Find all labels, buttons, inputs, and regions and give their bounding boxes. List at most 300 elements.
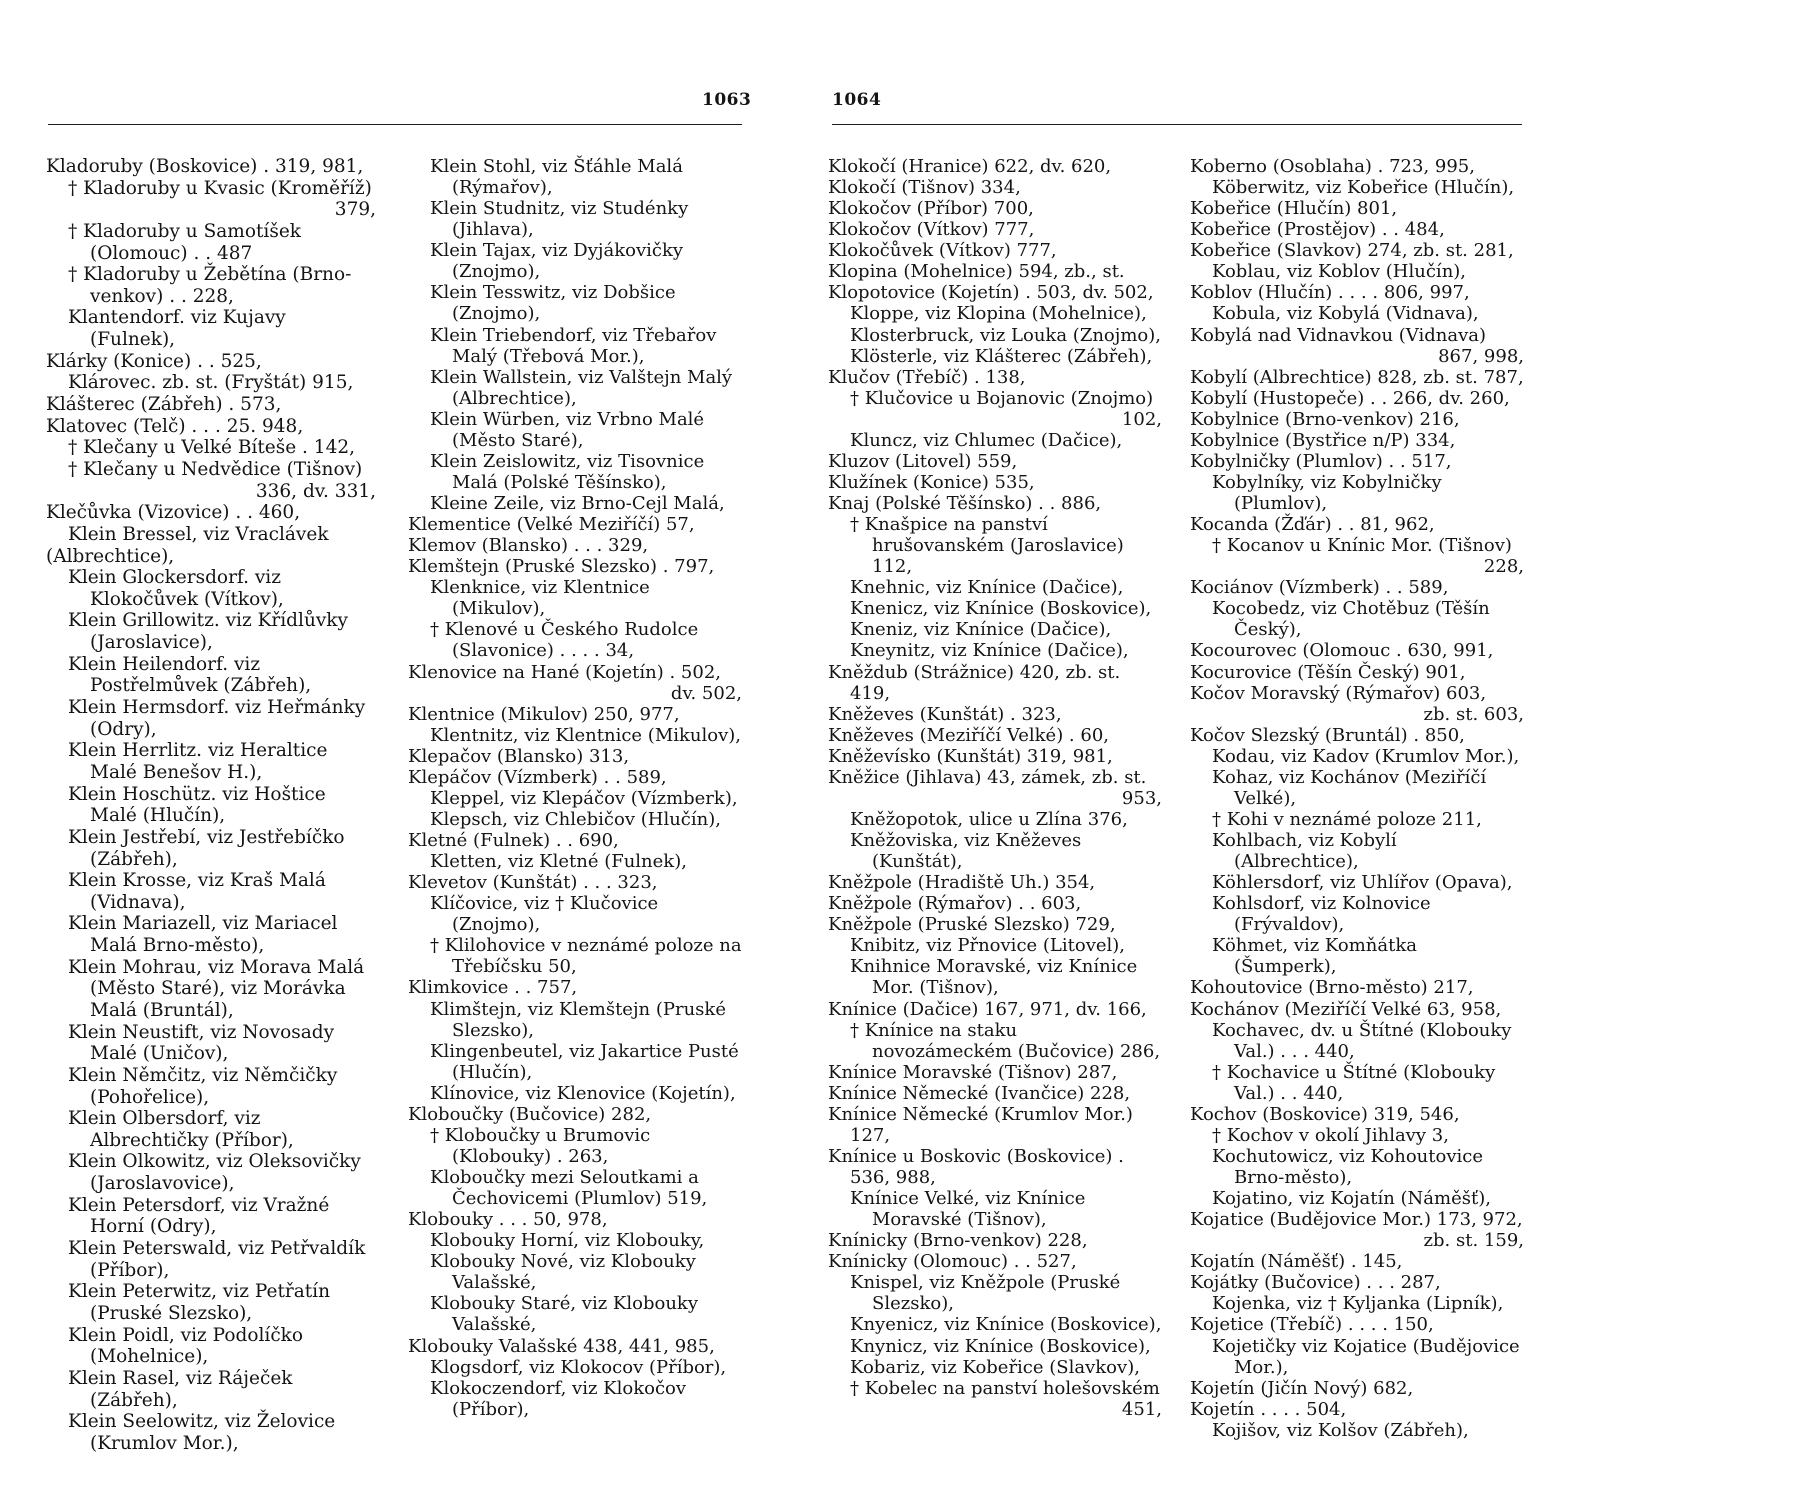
index-entry xyxy=(1190,1378,1524,1399)
index-entry xyxy=(1190,1125,1524,1146)
index-entry-text: Kocobedz, viz Chotěbuz (Těšín Český), xyxy=(1212,598,1490,641)
index-entry-text: Kocurovice (Těšín Český) 901, xyxy=(1190,661,1466,683)
index-entry-text: Kletné (Fulnek) . . 690, xyxy=(408,830,619,851)
index-column-2 xyxy=(408,156,742,1420)
index-entry-text: Kobylnice (Bystřice n/P) 334, xyxy=(1190,429,1456,451)
index-entry-text: Kněžpole (Rýmařov) . . 603, xyxy=(828,893,1082,915)
index-entry xyxy=(408,1230,742,1251)
index-entry-pages: 102, xyxy=(1121,408,1162,430)
index-entry-text: Kojišov, viz Kolšov (Zábřeh), xyxy=(1212,1419,1469,1441)
index-entry-text: Kobylá nad Vidnavkou (Vidnava) xyxy=(1190,324,1487,346)
index-column-3 xyxy=(828,156,1162,1420)
index-entry xyxy=(408,662,742,704)
index-entry xyxy=(408,493,742,514)
index-entry-text: Kněževes (Kunštát) . 323, xyxy=(828,703,1062,725)
index-entry-text: Klárky (Konice) . . 525, xyxy=(46,350,262,372)
index-entry xyxy=(408,1083,742,1104)
index-entry xyxy=(46,1411,376,1454)
index-entry xyxy=(1190,640,1524,661)
index-entry xyxy=(408,198,742,240)
index-entry-text: Kocanda (Žďár) . . 81, 962, xyxy=(1190,514,1435,536)
index-entry-text: Kojatino, viz Kojatín (Náměšť), xyxy=(1212,1188,1491,1210)
index-entry xyxy=(1190,662,1524,683)
index-entry xyxy=(46,1281,376,1324)
index-entry-text: Kobariz, viz Kobeřice (Slavkov), xyxy=(850,1356,1140,1378)
page-number-right: 1064 xyxy=(832,90,882,110)
index-entry-text: Klein Bressel, viz Vraclávek xyxy=(68,523,329,545)
index-entry xyxy=(828,303,1162,324)
index-entry-text: Klein Studnitz, viz Studénky (Jihlava), xyxy=(430,198,689,241)
index-entry-text: Kněževísko (Kunštát) 319, 981, xyxy=(828,745,1113,767)
index-entry-text: Klatovec (Telč) . . . 25. 948, xyxy=(46,415,304,437)
index-entry-text: Kněževes (Meziříčí Velké) . 60, xyxy=(828,724,1110,746)
index-entry-text: Klášterec (Zábřeh) . 573, xyxy=(46,394,282,416)
index-entry xyxy=(46,307,376,350)
index-entry-text: Klíčovice, viz † Klučovice (Znojmo), xyxy=(430,893,659,936)
index-entry-text: † Kochavice u Štítné (Klobouky Val.) . . 440, xyxy=(1212,1061,1496,1104)
index-entry-text: Klein Mariazell, viz Mariacel Malá Brno-město), xyxy=(68,913,338,957)
index-entry-text: † Knašpice na panství hrušovanském (Jaroslavice) 112, xyxy=(850,514,1124,578)
index-entry-text: Kojatín (Náměšť) . 145, xyxy=(1190,1251,1403,1273)
index-entry-text: Knínice Moravské (Tišnov) 287, xyxy=(828,1061,1118,1083)
index-entry xyxy=(1190,1293,1524,1314)
index-entry-text: Klenknice, viz Klentnice (Mikulov), xyxy=(430,577,650,620)
index-entry-text: Kojátky (Bučovice) . . . 287, xyxy=(1190,1272,1441,1294)
index-entry-text: Kojetice (Třebíč) . . . . 150, xyxy=(1190,1314,1434,1336)
index-entry-text: † Knínice na staku novozámeckém (Bučovice) 286, xyxy=(850,1019,1161,1062)
index-entry-text: Klínovice, viz Klenovice (Kojetín), xyxy=(430,1082,736,1104)
index-entry-text: Kobeřice (Prostějov) . . 484, xyxy=(1190,219,1445,241)
index-entry-text: Knínice Velké, viz Knínice Moravské (Tišnov), xyxy=(850,1188,1086,1231)
index-entry-text: † Klučovice u Bojanovic (Znojmo) xyxy=(850,387,1154,409)
index-entry-text: Klein Wallstein, viz Valštejn Malý (Albrechtice), xyxy=(430,366,733,409)
index-entry-text: Kobylníky, viz Kobylničky (Plumlov), xyxy=(1212,471,1442,514)
index-entry-text: Klenovice na Hané (Kojetín) . 502, xyxy=(408,661,722,683)
index-entry xyxy=(828,1272,1162,1314)
index-entry xyxy=(828,219,1162,240)
index-entry-text: Kneniz, viz Knínice (Dačice), xyxy=(850,619,1112,641)
index-entry xyxy=(408,704,742,725)
index-entry-text: Klokočov (Příbor) 700, xyxy=(828,198,1034,220)
index-entry-text: Kohoutovice (Brno-město) 217, xyxy=(1190,977,1474,999)
index-entry-text: Kobylnice (Brno-venkov) 216, xyxy=(1190,408,1460,430)
index-entry xyxy=(46,221,376,264)
index-entry-pages: zb. st. 159, xyxy=(1423,1230,1524,1252)
header-rule-left xyxy=(48,124,742,125)
index-entry xyxy=(408,872,742,893)
index-entry xyxy=(1190,325,1524,367)
index-entry xyxy=(408,156,742,198)
index-entry xyxy=(828,1357,1162,1378)
index-column-1 xyxy=(46,156,376,1454)
index-entry xyxy=(408,619,742,661)
index-entry-text: Kohlbach, viz Kobylí (Albrechtice), xyxy=(1212,830,1397,873)
index-entry-pages: dv. 502, xyxy=(670,682,742,704)
index-entry xyxy=(46,654,376,697)
index-entry-text: Kloppe, viz Klopina (Mohelnice), xyxy=(850,303,1147,325)
index-entry xyxy=(1190,1272,1524,1293)
index-entry xyxy=(828,451,1162,472)
index-entry-text: Klein Herrlitz. viz Heraltice Malé Benešov H.), xyxy=(68,740,328,783)
index-entry-text: Klemov (Blansko) . . . 329, xyxy=(408,535,649,557)
index-entry-text: Klepsch, viz Chlebičov (Hlučín), xyxy=(430,808,721,830)
index-entry-text: Knaj (Polské Těšínsko) . . 886, xyxy=(828,493,1102,514)
index-entry xyxy=(1190,872,1524,893)
index-entry-text: Klobouky Nové, viz Klobouky Valašské, xyxy=(430,1251,696,1294)
index-entry-text: Klein Hermsdorf. viz Heřmánky (Odry), xyxy=(68,697,366,740)
index-entry xyxy=(46,372,376,394)
index-entry xyxy=(1190,1420,1524,1441)
index-entry xyxy=(828,430,1162,451)
index-entry-text: Knispel, viz Kněžpole (Pruské Slezsko), xyxy=(850,1272,1121,1315)
index-entry xyxy=(46,156,376,178)
index-entry xyxy=(408,556,742,577)
index-entry xyxy=(828,472,1162,493)
index-entry-text: † Kladoruby u Kvasic (Kroměříž) xyxy=(68,177,372,199)
index-entry-text: Klein Heilendorf. viz Postřelmůvek (Zábřeh), xyxy=(68,653,312,697)
index-entry xyxy=(408,325,742,367)
index-entry xyxy=(46,437,376,459)
index-entry-text: Klečůvka (Vizovice) . . 460, xyxy=(46,502,301,524)
index-entry-text: Knínicky (Olomouc) . . 527, xyxy=(828,1251,1077,1273)
index-entry xyxy=(828,198,1162,219)
index-entry xyxy=(1190,1062,1524,1104)
index-entry-text: Klobouky Staré, viz Klobouky Valašské, xyxy=(430,1293,698,1336)
index-entry-pages: zb. st. 603, xyxy=(1423,703,1524,725)
index-entry xyxy=(828,830,1162,872)
index-entry xyxy=(408,1041,742,1083)
index-entry xyxy=(46,1065,376,1108)
index-entry xyxy=(1190,535,1524,577)
index-entry xyxy=(828,767,1162,809)
index-entry-text: Kleine Zeile, viz Brno-Cejl Malá, xyxy=(430,493,725,514)
index-entry-text: Klantendorf. viz Kujavy (Fulnek), xyxy=(68,307,286,351)
index-entry-text: Koblau, viz Koblov (Hlučín), xyxy=(1212,261,1467,283)
index-entry-text: Koblov (Hlučín) . . . . 806, 997, xyxy=(1190,282,1470,304)
index-entry xyxy=(46,957,376,1022)
index-entry-text: Kochutowicz, viz Kohoutovice Brno-město), xyxy=(1212,1145,1483,1188)
index-entry xyxy=(1190,935,1524,977)
index-entry-text: Kneynitz, viz Knínice (Dačice), xyxy=(850,640,1129,662)
index-entry-text: Kleppel, viz Klepáčov (Vízmberk), xyxy=(430,787,738,809)
index-entry xyxy=(828,493,1162,514)
index-entry-text: Klužínek (Konice) 535, xyxy=(828,471,1035,493)
index-entry xyxy=(46,697,376,740)
index-entry xyxy=(828,809,1162,830)
index-entry-text: Klogsdorf, viz Klokocov (Příbor), xyxy=(430,1356,727,1378)
index-entry-text: Klösterle, viz Klášterec (Zábřeh), xyxy=(850,345,1153,367)
index-entry-text: † Kochov v okolí Jihlavy 3, xyxy=(1212,1124,1449,1146)
index-entry-pages: 228, xyxy=(1483,556,1524,578)
index-entry-text: Köhmet, viz Komňátka (Šumperk), xyxy=(1212,935,1417,978)
index-entry-text: Klein Olkowitz, viz Oleksovičky (Jaroslavovice), xyxy=(68,1151,361,1195)
index-entry-text: Klevetov (Kunštát) . . . 323, xyxy=(408,872,658,894)
index-entry-text: Klein Hoschütz. viz Hoštice Malé (Hlučín), xyxy=(68,783,326,827)
index-entry xyxy=(828,261,1162,282)
index-entry xyxy=(46,610,376,653)
index-entry xyxy=(828,1104,1162,1146)
index-entry xyxy=(1190,388,1524,409)
index-entry xyxy=(46,567,376,610)
index-entry-text: (Albrechtice), xyxy=(46,545,175,567)
index-entry xyxy=(408,1293,742,1335)
index-entry xyxy=(46,178,376,221)
index-entry xyxy=(408,282,742,324)
index-entry-text: Klein Zeislowitz, viz Tisovnice Malá (Polské Těšínsko), xyxy=(430,450,705,493)
index-entry xyxy=(408,1125,742,1167)
index-entry-text: Klokočí (Hranice) 622, dv. 620, xyxy=(828,156,1112,177)
index-entry xyxy=(46,1325,376,1368)
index-entry-text: Kodau, viz Kadov (Krumlov Mor.), xyxy=(1212,745,1520,767)
index-entry-text: Kochov (Boskovice) 319, 546, xyxy=(1190,1103,1460,1125)
index-entry xyxy=(408,1104,742,1125)
index-entry xyxy=(1190,1209,1524,1251)
index-entry-text: Kobula, viz Kobylá (Vidnava), xyxy=(1212,303,1479,325)
index-entry-text: Klokoczendorf, viz Klokočov (Příbor), xyxy=(430,1377,687,1420)
index-entry xyxy=(828,577,1162,598)
index-entry-text: Knynicz, viz Knínice (Boskovice), xyxy=(850,1335,1151,1357)
index-entry xyxy=(828,388,1162,430)
index-entry-text: Klein Grillowitz. viz Křídlůvky (Jaroslavice), xyxy=(68,610,348,654)
index-entry-pages: 953, xyxy=(1121,787,1162,809)
index-entry-pages: 867, 998, xyxy=(1438,345,1524,367)
index-entry-text: Klosterbruck, viz Louka (Znojmo), xyxy=(850,324,1161,346)
index-entry-text: Kněžoviska, viz Kněževes (Kunštát), xyxy=(850,830,1082,873)
index-entry-text: Kojetín . . . . 504, xyxy=(1190,1398,1347,1420)
index-entry xyxy=(408,767,742,788)
index-entry xyxy=(1190,1188,1524,1209)
index-entry-text: Klokočov (Vítkov) 777, xyxy=(828,219,1035,241)
index-entry-text: † Kladoruby u Samotíšek (Olomouc) . . 487 xyxy=(68,220,301,264)
index-entry xyxy=(1190,577,1524,598)
index-entry xyxy=(828,1336,1162,1357)
index-entry xyxy=(46,416,376,438)
index-entry-text: Kojenka, viz † Kyljanka (Lipník), xyxy=(1212,1293,1504,1315)
index-entry xyxy=(1190,240,1524,261)
index-entry xyxy=(828,1378,1162,1420)
index-entry xyxy=(1190,1251,1524,1272)
page-number-left: 1063 xyxy=(702,90,752,110)
index-entry-text: Klein Triebendorf, viz Třebařov Malý (Třebová Mor.), xyxy=(430,324,717,367)
index-entry xyxy=(828,240,1162,261)
index-entry-text: Kochavec, dv. u Štítné (Klobouky Val.) . . . 440, xyxy=(1212,1019,1512,1062)
index-entry-text: Klemštejn (Pruské Slezsko) . 797, xyxy=(408,556,715,578)
index-entry xyxy=(408,514,742,535)
index-entry xyxy=(828,177,1162,198)
index-entry xyxy=(828,1020,1162,1062)
index-entry xyxy=(1190,809,1524,830)
index-entry-text: Knínice Německé (Ivančice) 228, xyxy=(828,1082,1131,1104)
index-entry-text: Klimštejn, viz Klemštejn (Pruské Slezsko), xyxy=(430,998,726,1041)
index-entry xyxy=(46,546,376,568)
index-entry xyxy=(828,956,1162,998)
index-entry-text: Klein Poidl, viz Podolíčko (Mohelnice), xyxy=(68,1324,304,1368)
index-entry-text: Kocourovec (Olomouc . 630, 991, xyxy=(1190,640,1494,662)
index-entry-text: Kojetičky viz Kojatice (Budějovice Mor.), xyxy=(1212,1335,1520,1378)
index-entry-text: Klokočí (Tišnov) 334, xyxy=(828,177,1021,199)
index-entry-text: Klein Tesswitz, viz Dobšice (Znojmo), xyxy=(430,282,676,325)
index-entry xyxy=(828,893,1162,914)
index-entry xyxy=(828,514,1162,577)
index-entry xyxy=(408,977,742,998)
index-entry-text: Klein Petersdorf, viz Vražné Horní (Odry), xyxy=(68,1194,330,1238)
index-entry-text: † Kohi v neznámé poloze 211, xyxy=(1212,808,1482,830)
index-entry xyxy=(408,1167,742,1209)
index-entry xyxy=(1190,1104,1524,1125)
index-column-4 xyxy=(1190,156,1524,1441)
index-entry-text: Kluncz, viz Chlumec (Dačice), xyxy=(850,429,1123,451)
index-entry-text: Klopotovice (Kojetín) . 503, dv. 502, xyxy=(828,282,1154,304)
index-entry xyxy=(828,999,1162,1020)
index-entry xyxy=(828,704,1162,725)
index-entry xyxy=(828,346,1162,367)
index-entry xyxy=(828,935,1162,956)
index-entry xyxy=(828,1251,1162,1272)
index-entry-text: Kochánov (Meziříčí Velké 63, 958, xyxy=(1190,998,1502,1020)
index-entry-text: Kočov Slezský (Bruntál) . 850, xyxy=(1190,724,1465,746)
index-entry xyxy=(1190,1399,1524,1420)
index-entry-text: Klárovec. zb. st. (Fryštát) 915, xyxy=(68,372,354,394)
index-entry xyxy=(828,282,1162,303)
index-entry xyxy=(46,394,376,416)
index-entry xyxy=(408,809,742,830)
index-entry xyxy=(408,451,742,493)
index-entry-text: Kočov Moravský (Rýmařov) 603, xyxy=(1190,682,1487,704)
index-entry xyxy=(408,893,742,935)
index-entry xyxy=(828,1146,1162,1188)
index-entry-text: † Klenové u Českého Rudolce (Slavonice) . . . . 34, xyxy=(430,619,699,662)
index-entry xyxy=(46,740,376,783)
index-entry xyxy=(1190,830,1524,872)
index-entry xyxy=(408,1378,742,1420)
index-entry xyxy=(1190,746,1524,767)
index-entry-text: Knínice Německé (Krumlov Mor.) 127, xyxy=(828,1103,1133,1146)
index-entry xyxy=(828,598,1162,619)
index-entry-text: Knínice (Dačice) 167, 971, dv. 166, xyxy=(828,998,1147,1020)
index-entry-text: Klein Würben, viz Vrbno Malé (Město Staré), xyxy=(430,408,705,451)
index-entry xyxy=(828,662,1162,704)
index-entry-text: Klein Rasel, viz Ráječek (Zábřeh), xyxy=(68,1367,293,1411)
index-entry-text: Klein Stohl, viz Šťáhle Malá (Rýmařov), xyxy=(430,156,683,199)
index-entry-text: Kněžpole (Hradiště Uh.) 354, xyxy=(828,872,1096,894)
index-entry xyxy=(1190,725,1524,746)
index-entry xyxy=(408,851,742,872)
index-entry-text: Klobouky Horní, viz Klobouky, xyxy=(430,1230,705,1252)
index-entry xyxy=(46,1238,376,1281)
header-rule-right xyxy=(832,124,1522,125)
index-entry xyxy=(1190,1314,1524,1335)
index-entry xyxy=(408,999,742,1041)
index-entry xyxy=(1190,430,1524,451)
index-entry-pages: 336, dv. 331, xyxy=(255,480,376,502)
index-entry xyxy=(828,1188,1162,1230)
index-entry xyxy=(408,1357,742,1378)
index-entry-text: Kociánov (Vízmberk) . . 589, xyxy=(1190,577,1449,599)
index-entry-text: Klobouky . . . 50, 978, xyxy=(408,1209,608,1231)
index-entry xyxy=(1190,472,1524,514)
index-entry xyxy=(828,1062,1162,1083)
index-entry-text: Kněždub (Strážnice) 420, zb. st. 419, xyxy=(828,661,1121,704)
index-entry-text: Klein Jestřebí, viz Jestřebíčko (Zábřeh), xyxy=(68,826,345,870)
index-entry-text: Klobouky Valašské 438, 441, 985, xyxy=(408,1335,715,1357)
index-entry xyxy=(828,725,1162,746)
index-entry-text: Kojetín (Jičín Nový) 682, xyxy=(1190,1377,1414,1399)
index-entry xyxy=(46,1195,376,1238)
index-entry xyxy=(1190,198,1524,219)
index-entry-text: Köhlersdorf, viz Uhlířov (Opava), xyxy=(1212,872,1513,894)
index-entry xyxy=(828,914,1162,935)
index-entry xyxy=(1190,683,1524,725)
index-entry xyxy=(1190,1020,1524,1062)
index-entry-text: † Klečany u Nedvědice (Tišnov) xyxy=(68,458,363,480)
index-entry-text: † Kladoruby u Žebětína (Brno-venkov) . . 228, xyxy=(68,264,352,307)
index-entry-text: Knínice u Boskovic (Boskovice) . 536, 988, xyxy=(828,1145,1124,1188)
index-entry-text: Klepačov (Blansko) 313, xyxy=(408,745,630,767)
index-entry xyxy=(828,156,1162,177)
index-entry-text: Köberwitz, viz Kobeřice (Hlučín), xyxy=(1212,177,1515,199)
index-entry xyxy=(46,870,376,913)
index-entry-text: Klentnice (Mikulov) 250, 977, xyxy=(408,703,680,725)
index-entry xyxy=(46,1368,376,1411)
index-entry xyxy=(1190,767,1524,809)
index-entry xyxy=(408,1209,742,1230)
index-entry-text: Klimkovice . . 757, xyxy=(408,977,578,999)
index-entry xyxy=(46,524,376,546)
index-entry xyxy=(408,409,742,451)
index-entry-text: Klein Seelowitz, viz Želovice (Krumlov Mor.), xyxy=(68,1411,336,1454)
index-entry-text: Knenicz, viz Knínice (Boskovice), xyxy=(850,598,1152,620)
index-entry xyxy=(1190,1146,1524,1188)
index-entry-text: Kojatice (Budějovice Mor.) 173, 972, xyxy=(1190,1209,1523,1231)
index-entry xyxy=(1190,893,1524,935)
index-entry xyxy=(1190,977,1524,998)
index-entry xyxy=(46,502,376,524)
index-entry-text: Klein Glockersdorf. viz Klokočůvek (Vítkov), xyxy=(68,567,284,610)
index-entry-text: Knibitz, viz Přnovice (Litovel), xyxy=(850,935,1126,957)
index-entry xyxy=(46,784,376,827)
index-entry xyxy=(408,367,742,409)
index-entry-text: Kobeřice (Slavkov) 274, zb. st. 281, xyxy=(1190,240,1514,262)
index-entry-text: † Kobelec na panství holešovském xyxy=(850,1377,1160,1399)
index-entry xyxy=(828,1314,1162,1335)
index-entry-text: Kletten, viz Kletné (Fulnek), xyxy=(430,851,687,873)
index-entry xyxy=(1190,598,1524,640)
index-entry-text: Kněžopotok, ulice u Zlína 376, xyxy=(850,808,1128,830)
index-entry xyxy=(1190,451,1524,472)
index-entry xyxy=(408,240,742,282)
index-entry xyxy=(408,935,742,977)
index-entry-text: Kobylničky (Plumlov) . . 517, xyxy=(1190,450,1452,472)
index-entry xyxy=(46,827,376,870)
index-entry xyxy=(408,746,742,767)
index-entry-text: Kobylí (Albrechtice) 828, zb. st. 787, xyxy=(1190,366,1524,388)
index-entry-text: Kněžpole (Pruské Slezsko) 729, xyxy=(828,914,1116,936)
index-entry-text: † Kloboučky u Brumovic (Klobouky) . 263, xyxy=(430,1124,651,1167)
index-entry xyxy=(1190,282,1524,303)
index-entry xyxy=(1190,514,1524,535)
index-entry-text: Kobylí (Hustopeče) . . 266, dv. 260, xyxy=(1190,387,1510,409)
index-entry-text: Klementice (Velké Meziříčí) 57, xyxy=(408,514,695,536)
index-entry-text: Kobeřice (Hlučín) 801, xyxy=(1190,198,1398,220)
index-entry-text: † Klilohovice v neznámé poloze na Třebíčsku 50, xyxy=(430,935,742,978)
index-entry xyxy=(46,264,376,307)
index-entry-text: Kloboučky (Bučovice) 282, xyxy=(408,1103,652,1125)
index-entry xyxy=(1190,177,1524,198)
index-entry-text: Knínicky (Brno-venkov) 228, xyxy=(828,1230,1088,1252)
index-entry xyxy=(828,1230,1162,1251)
index-entry-text: Knehnic, viz Knínice (Dačice), xyxy=(850,577,1124,599)
index-entry-text: Klokočůvek (Vítkov) 777, xyxy=(828,240,1057,262)
